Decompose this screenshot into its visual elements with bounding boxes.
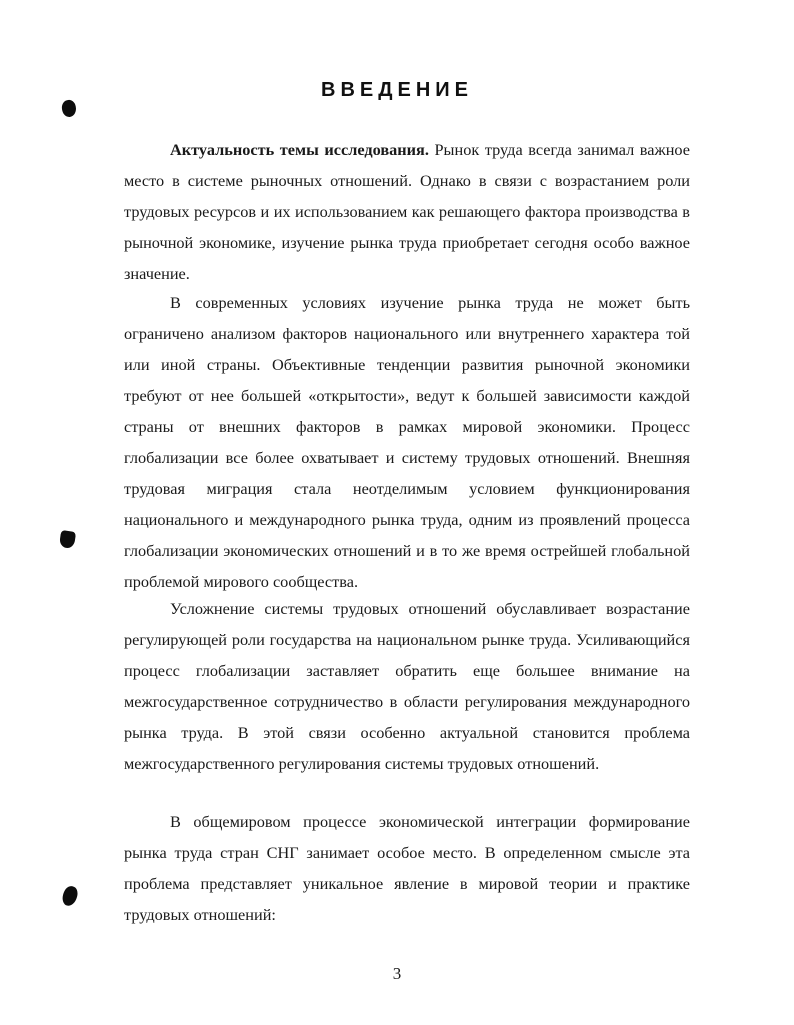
punch-hole-mark	[61, 885, 80, 908]
paragraph: В общемировом процессе экономической интеграции формирование рынка труда стран СНГ занимает особое место. В определенном смысле эта проблема представляет уникальное явление в мировой теории и практике трудовых отношений:	[124, 812, 690, 924]
paragraph: В современных условиях изучение рынка труда не может быть ограничено анализом факторов национального или внутреннего характера той или иной страны. Объективные тенденции развития рыночной экономики требуют от нее большей «открытости», ведут к большей зависимости каждой страны от внешних факторов в рамках мировой экономики. Процесс глобализации все более охватывает и систему трудовых отношений. Внешняя трудовая миграция стала неотделимым условием функционирования национального и международного рынка труда, одним из проявлений процесса глобализации экономических отношений и в то же время острейшей глобальной проблемой мирового сообщества.	[124, 293, 690, 591]
page-number: 3	[392, 964, 402, 983]
paragraph: Усложнение системы трудовых отношений обуславливает возрастание регулирующей роли государства на национальном рынке труда. Усиливающийся процесс глобализации заставляет обратить еще большее внимание на межгосударственное сотрудничество в области регулирования международного рынка труда. В этой связи особенно актуальной становится проблема межгосударственного регулирования системы трудовых отношений.	[124, 599, 690, 773]
page-title: ВВЕДЕНИЕ	[321, 79, 473, 102]
paragraph-lead: Актуальность темы исследования.	[170, 140, 429, 159]
punch-hole-mark	[59, 530, 76, 549]
paragraph-text: Рынок труда всегда занимал важное место в системе рыночных отношений. Однако в связи с возрастанием роли трудовых ресурсов и их использованием как решающего фактора производства в рыночной экономике, изучение рынка труда приобретает сегодня особо важное значение.	[124, 140, 691, 283]
paragraph-relevance	[124, 134, 690, 289]
